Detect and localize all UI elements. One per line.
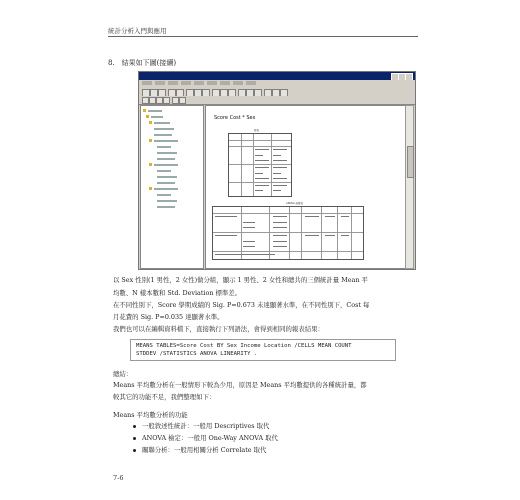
hide-icon xyxy=(179,97,186,104)
menu-item xyxy=(233,81,243,85)
tree-item xyxy=(157,176,177,178)
note-line: 較其它的功能不足，我們整理如下： xyxy=(113,393,216,401)
folder-icon xyxy=(149,139,152,142)
menu-item xyxy=(220,81,230,85)
output-pane xyxy=(205,105,407,269)
report-table-title: 報表 xyxy=(254,129,260,132)
menu-item xyxy=(181,81,191,85)
menu-item xyxy=(142,81,152,85)
list-item: 關聯分析：一般用相關分析 Correlate 取代 xyxy=(142,446,267,454)
paragraph-line: 月花費的 Sig. P=0.035 達顯著水準。 xyxy=(113,313,224,321)
forward-arrow-icon xyxy=(149,97,156,104)
minus-icon xyxy=(163,97,170,104)
tree-item xyxy=(154,134,172,136)
plus-icon xyxy=(156,97,163,104)
tree-item xyxy=(157,146,171,148)
list-title: Means 平均數分析的功能 xyxy=(113,411,188,419)
anova-table-title: ANOVA 摘要表 xyxy=(286,202,304,205)
paragraph-line: 在不同性別下，Score 學期成績的 Sig. P=0.673 未達顯著水準，在不同性別下，Cost 每 xyxy=(113,301,370,309)
bullet-icon xyxy=(133,449,136,452)
tree-item xyxy=(157,158,175,160)
tree-item xyxy=(157,152,177,154)
tree-item xyxy=(148,110,162,112)
tree-item xyxy=(157,200,177,202)
menu-item xyxy=(207,81,217,85)
tree-item xyxy=(154,164,178,166)
tree-item xyxy=(154,140,178,142)
syntax-code-box xyxy=(130,339,396,361)
anova-table xyxy=(212,206,364,260)
folder-icon xyxy=(143,109,146,112)
outline-pane xyxy=(140,105,204,269)
scroll-thumb xyxy=(407,146,414,178)
report-table xyxy=(228,133,292,197)
step-heading: 8. 結果如下圖(接續) xyxy=(108,59,177,67)
menu-item xyxy=(194,81,204,85)
back-arrow-icon xyxy=(142,97,149,104)
tree-item xyxy=(154,128,174,130)
tree-item xyxy=(151,116,163,118)
header-title: 統計分析入門與應用 xyxy=(108,27,167,35)
tree-item xyxy=(157,194,171,196)
paragraph-line: 均數、N 樣本數和 Std. Deviation 標準差。 xyxy=(113,289,242,297)
folder-icon xyxy=(149,163,152,166)
menu-item xyxy=(168,81,178,85)
show-icon xyxy=(172,97,179,104)
tree-item xyxy=(154,122,170,124)
paragraph-line: 我們也可以在編輯資料檔下，直接執行下列語法，會得到相同的報表結果： xyxy=(113,325,324,333)
page-number: 7-6 xyxy=(113,474,124,482)
spss-output-screenshot xyxy=(138,71,416,270)
tree-item xyxy=(157,182,175,184)
tree-item xyxy=(157,170,171,172)
code-line: MEANS TABLES=Score Cost BY Sex Income Location /CELLS MEAN COUNT xyxy=(136,343,352,349)
vertical-scrollbar xyxy=(405,105,414,269)
list-item: 一般敘述性統計：一般用 Descriptives 取代 xyxy=(142,422,270,430)
output-title: Score Cost * Sex xyxy=(214,115,256,121)
window-titlebar xyxy=(139,72,415,80)
menu-item xyxy=(155,81,165,85)
note-line: Means 平均數分析在一般情形下較為少用，原因是 Means 平均數提供的各種統計量，都 xyxy=(113,381,367,389)
menu-item xyxy=(246,81,256,85)
folder-icon xyxy=(149,187,152,190)
navigation-toolbar xyxy=(139,96,415,105)
paragraph-line: 以 Sex 性別(1 男性，2 女性)做分組，顯示 1 男性、2 女性和總共的三個統計量 Mean 平 xyxy=(113,276,368,284)
tree-item xyxy=(154,188,178,190)
folder-icon xyxy=(149,121,152,124)
tree-item xyxy=(157,206,175,208)
code-line: STDDEV /STATISTICS ANOVA LINEARITY . xyxy=(136,351,258,357)
header-rule xyxy=(108,36,418,37)
bullet-icon xyxy=(133,437,136,440)
note-label: 總結： xyxy=(113,370,133,378)
bullet-icon xyxy=(133,425,136,428)
list-item: ANOVA 檢定：一般用 One-Way ANOVA 取代 xyxy=(142,434,278,442)
folder-icon xyxy=(146,115,149,118)
